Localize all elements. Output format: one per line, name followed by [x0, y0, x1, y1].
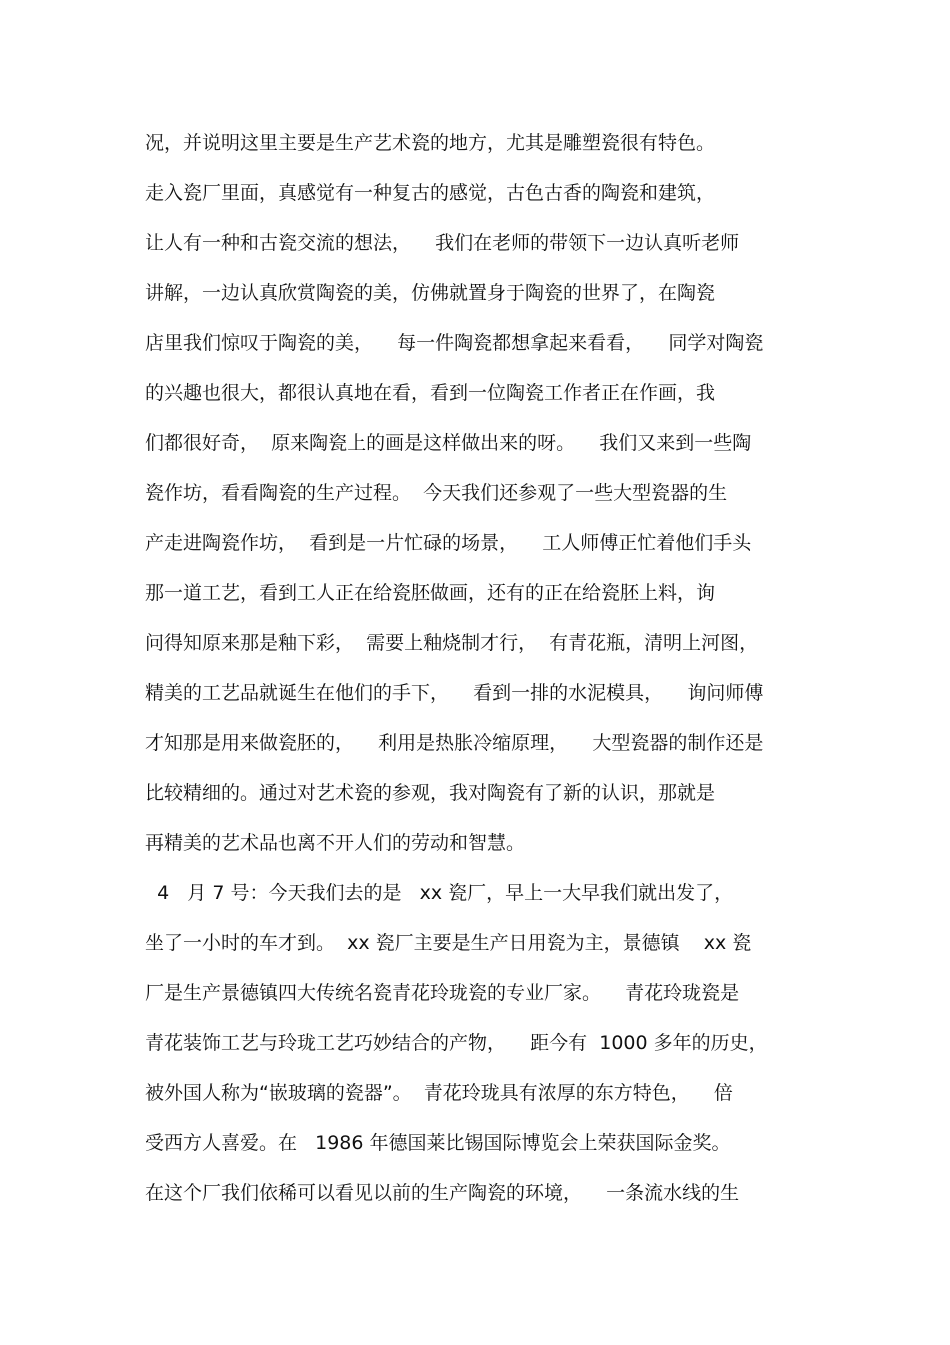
text-line-8: 瓷作坊，看看陶瓷的生产过程。 今天我们还参观了一些大型瓷器的生 [145, 482, 728, 504]
text-line-11: 问得知原来那是釉下彩， 需要上釉烧制才行， 有青花瓶，清明上河图， [145, 632, 759, 654]
text-line-9: 产走进陶瓷作坊， 看到是一片忙碌的场景， 工人师傅正忙着他们手头 [145, 532, 752, 554]
text-line-12: 精美的工艺品就诞生在他们的手下， 看到一排的水泥模具， 询问师傅 [145, 682, 764, 704]
text-line-3: 让人有一种和古瓷交流的想法， 我们在老师的带领下一边认真听老师 [145, 232, 740, 254]
text-line-20: 被外国人称为“嵌玻璃的瓷器”。 青花玲珑具有浓厚的东方特色， 倍 [145, 1082, 733, 1104]
text-line-14: 比较精细的。通过对艺术瓷的参观，我对陶瓷有了新的认识，那就是 [145, 782, 716, 804]
text-line-16: 4 月 7 号：今天我们去的是 xx 瓷厂，早上一大早我们就出发了， [145, 882, 734, 904]
text-line-10: 那一道工艺，看到工人正在给瓷胚做画，还有的正在给瓷胚上料，询 [145, 582, 716, 604]
body-text [145, 118, 815, 1218]
text-line-15: 再精美的艺术品也离不开人们的劳动和智慧。 [145, 832, 526, 854]
text-line-2: 走入瓷厂里面，真感觉有一种复古的感觉，古色古香的陶瓷和建筑， [145, 182, 716, 204]
text-line-6: 的兴趣也很大，都很认真地在看，看到一位陶瓷工作者正在作画，我 [145, 382, 716, 404]
text-line-21: 受西方人喜爱。在 1986 年德国莱比锡国际博览会上荣获国际金奖。 [145, 1132, 731, 1154]
text-line-22: 在这个厂我们依稀可以看见以前的生产陶瓷的环境， 一条流水线的生 [145, 1182, 740, 1204]
text-line-5: 店里我们惊叹于陶瓷的美， 每一件陶瓷都想拿起来看看， 同学对陶瓷 [145, 332, 764, 354]
text-line-13: 才知那是用来做瓷胚的， 利用是热胀冷缩原理， 大型瓷器的制作还是 [145, 732, 764, 754]
text-line-19: 青花装饰工艺与玲珑工艺巧妙结合的产物， 距今有 1000 多年的历史， [145, 1032, 768, 1054]
text-line-18: 厂是生产景德镇四大传统名瓷青花玲珑瓷的专业厂家。 青花玲珑瓷是 [145, 982, 740, 1004]
text-line-7: 们都很好奇， 原来陶瓷上的画是这样做出来的呀。 我们又来到一些陶 [145, 432, 752, 454]
text-line-17: 坐了一小时的车才到。 xx 瓷厂主要是生产日用瓷为主，景德镇 xx 瓷 [145, 932, 752, 954]
text-line-4: 讲解，一边认真欣赏陶瓷的美，仿佛就置身于陶瓷的世界了，在陶瓷 [145, 282, 716, 304]
text-line-1: 况，并说明这里主要是生产艺术瓷的地方，尤其是雕塑瓷很有特色。 [145, 132, 716, 154]
